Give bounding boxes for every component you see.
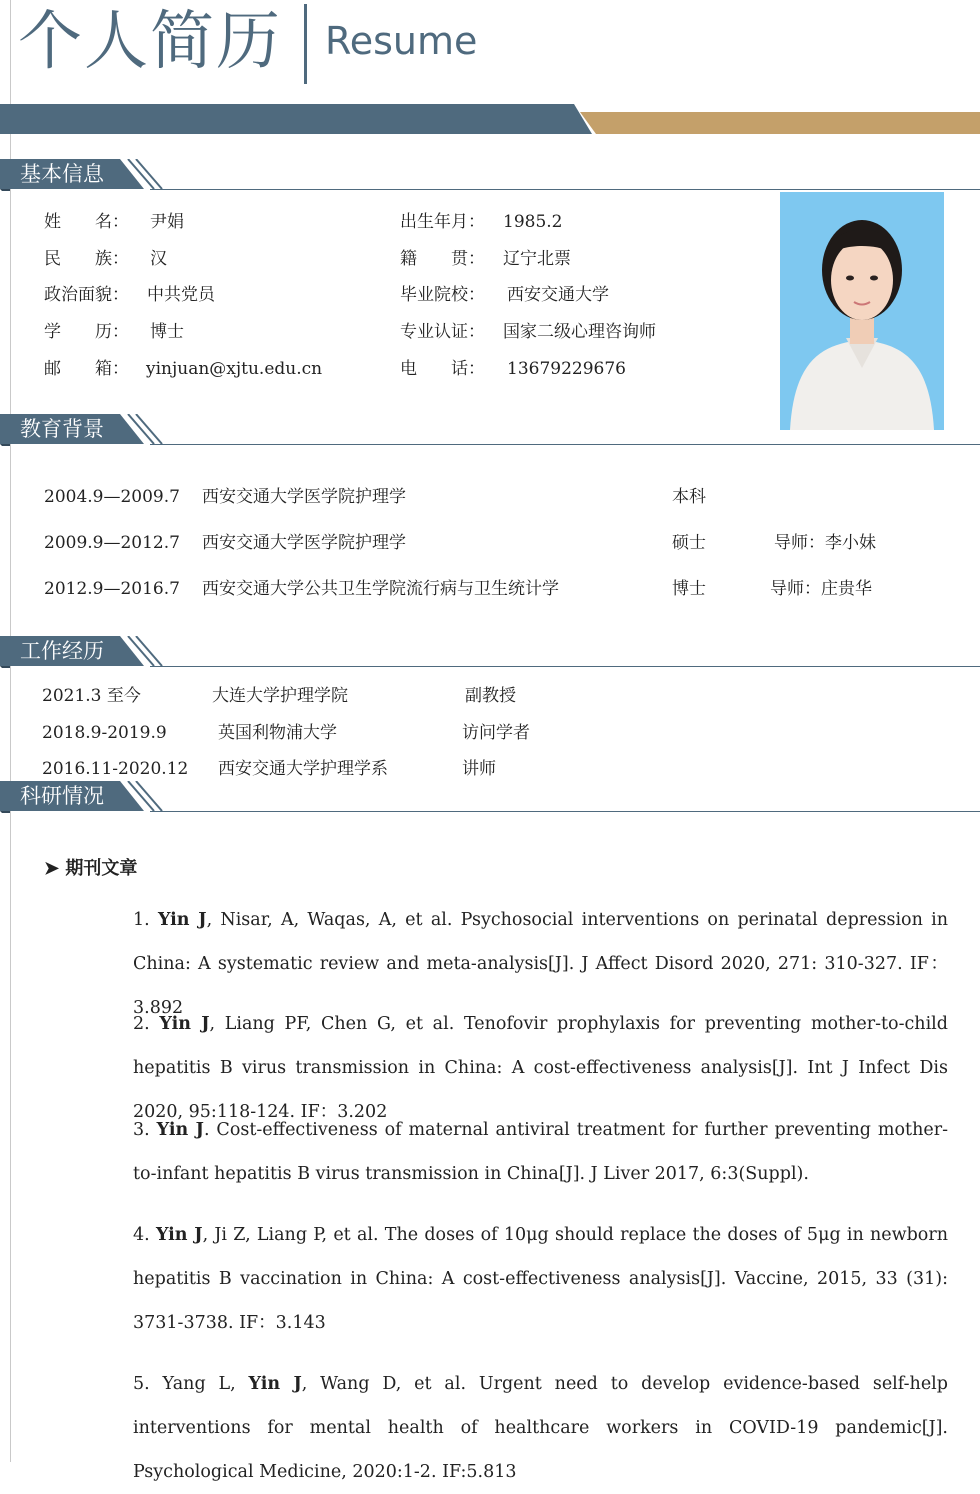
pub-author-highlight: Yin J (157, 910, 207, 930)
school-label: 毕业院校： (400, 285, 485, 305)
politics-value: 中共党员 (147, 285, 215, 305)
work-period: 2021.3 至今 (42, 686, 141, 706)
pub-citation: . Cost-effectiveness of maternal antiviral treatment for further preventing mother-to-infant hepatitis B virus transmission in China[J]. J Liver 2017, 6:3(Suppl). (133, 1120, 948, 1184)
cert-value: 国家二级心理咨询师 (503, 322, 656, 342)
origin-label: 籍 贯： (400, 249, 485, 269)
work-title: 副教授 (465, 686, 516, 706)
pub-number: 3. (133, 1120, 150, 1140)
section-basic-header (0, 159, 180, 189)
edu-degree: 硕士 (672, 533, 706, 553)
page-title: 个人简历 (18, 5, 282, 79)
edu-period: 2009.9—2012.7 (44, 533, 180, 553)
edu-degree: 本科 (672, 487, 706, 507)
pub-citation: , Wang D, et al. Urgent need to develop evidence-based self-help interventions for mental health of healthcare workers in COVID-19 pandemic[J]. Psychological Medicine, 2020:1-2. IF:5.813 (133, 1374, 948, 1482)
arrow-bullet-icon: ➤ (44, 858, 66, 879)
pub-author-highlight: Yin J (156, 1120, 204, 1140)
publication-item (133, 1362, 948, 1494)
pub-author-highlight: Yin J (159, 1014, 210, 1034)
pub-author-highlight: Yin J (248, 1374, 302, 1394)
section-education-header (0, 414, 180, 444)
politics-label: 政治面貌： (44, 285, 129, 305)
phone-value: 13679229676 (507, 359, 626, 379)
title-divider (304, 4, 307, 84)
birth-value: 1985.2 (503, 212, 563, 232)
margin-line (10, 0, 11, 1462)
edu-school: 西安交通大学医学院护理学 (202, 487, 406, 507)
edu-school: 西安交通大学医学院护理学 (202, 533, 406, 553)
birth-label: 出生年月： (400, 212, 485, 232)
email-label: 邮 箱： (44, 359, 129, 379)
pub-citation: , Nisar, A, Waqas, A, et al. Psychosocial interventions on perinatal depression in China: A systematic review and meta-analysis[J]. J Affect Disord 2020, 271: 310-327. IF：3.892 (133, 910, 948, 1018)
pub-author-highlight: Yin J (155, 1225, 203, 1245)
pub-number: 5. (133, 1374, 150, 1394)
work-title: 讲师 (462, 759, 496, 779)
pub-number: 2. (133, 1014, 150, 1034)
edu-degree: 博士 (672, 579, 706, 599)
work-period: 2016.11-2020.12 (42, 759, 189, 779)
journal-articles-label: 期刊文章 (65, 858, 138, 879)
name-label: 姓 名： (44, 212, 129, 232)
section-research-header (0, 781, 180, 811)
publication-item (133, 1108, 948, 1196)
edu-period: 2004.9—2009.7 (44, 487, 180, 507)
edu-advisor: 导师：李小妹 (774, 533, 876, 553)
section-work-rule (150, 666, 980, 667)
section-research-label: 科研情况 (20, 784, 104, 808)
school-value: 西安交通大学 (507, 285, 609, 305)
section-work-label: 工作经历 (20, 639, 104, 663)
edu-advisor: 导师：庄贵华 (770, 579, 872, 599)
work-org: 西安交通大学护理学系 (218, 759, 388, 779)
work-period: 2018.9-2019.9 (42, 723, 167, 743)
edu-school: 西安交通大学公共卫生学院流行病与卫生统计学 (202, 579, 559, 599)
email-value[interactable]: yinjuan@xjtu.edu.cn (146, 359, 323, 379)
section-education-label: 教育背景 (20, 417, 104, 441)
work-title: 访问学者 (462, 723, 530, 743)
degree-value: 博士 (150, 322, 184, 342)
work-org: 英国利物浦大学 (218, 723, 337, 743)
pub-citation: , Ji Z, Liang P, et al. The doses of 10μg should replace the doses of 5μg in newborn hepatitis B vaccination in China: A cost-effectiveness analysis[J]. Vaccine, 2015, 33 (31): 3731-3738. IF：3.143 (133, 1225, 948, 1333)
pub-number: 4. (133, 1225, 150, 1245)
name-value: 尹娟 (150, 212, 184, 232)
page-subtitle: Resume (325, 19, 478, 63)
profile-photo (780, 192, 944, 430)
phone-label: 电 话： (400, 359, 485, 379)
origin-value: 辽宁北票 (503, 249, 571, 269)
section-research-rule (150, 811, 980, 812)
work-org: 大连大学护理学院 (212, 686, 348, 706)
publication-item (133, 1213, 948, 1345)
pub-number: 1. (133, 910, 150, 930)
cert-label: 专业认证： (400, 322, 485, 342)
ethnic-label: 民 族： (44, 249, 129, 269)
degree-label: 学 历： (44, 322, 129, 342)
section-education-rule (150, 444, 980, 445)
pub-citation: , Liang PF, Chen G, et al. Tenofovir prophylaxis for preventing mother-to-child hepatitis B virus transmission in China: A cost-effectiveness analysis[J]. Int J Infect Dis 2020, 95:118-124. IF：3.202 (133, 1014, 948, 1122)
pub-coauthor: Yang L, (162, 1374, 249, 1394)
edu-period: 2012.9—2016.7 (44, 579, 180, 599)
ethnic-value: 汉 (150, 249, 167, 269)
header-band (0, 104, 980, 134)
section-basic-rule (150, 189, 980, 190)
journal-articles-heading (44, 854, 137, 880)
section-basic-label: 基本信息 (20, 162, 104, 186)
section-work-header (0, 636, 180, 666)
